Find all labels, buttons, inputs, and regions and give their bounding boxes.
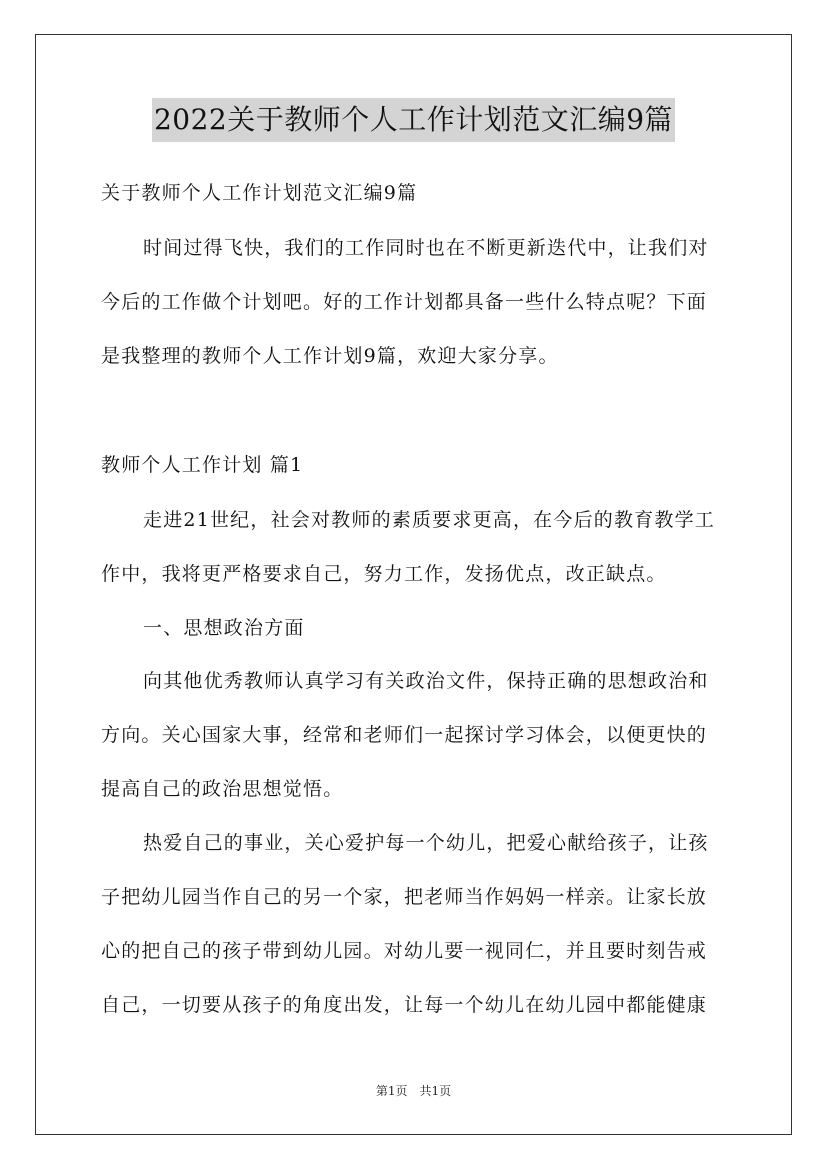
paragraph-line: 提高自己的政治思想觉悟。 bbox=[101, 778, 344, 800]
subheading: 一、思想政治方面 bbox=[143, 617, 305, 639]
document-subtitle: 关于教师个人工作计划范文汇编9篇 bbox=[101, 182, 418, 204]
document-title: 2022关于教师个人工作计划范文汇编9篇 bbox=[152, 98, 675, 142]
paragraph-line: 作中，我将更严格要求自己，努力工作，发扬优点，改正缺点。 bbox=[101, 563, 667, 585]
paragraph-line: 向其他优秀教师认真学习有关政治文件，保持正确的思想政治和 bbox=[143, 670, 709, 692]
paragraph-line: 方向。关心国家大事，经常和老师们一起探讨学习体会，以便更快的 bbox=[101, 724, 708, 746]
paragraph-line: 心的把自己的孩子带到幼儿园。对幼儿要一视同仁，并且要时刻告戒 bbox=[101, 940, 708, 962]
intro-line: 是我整理的教师个人工作计划9篇，欢迎大家分享。 bbox=[101, 345, 559, 367]
intro-line: 时间过得飞快，我们的工作同时也在不断更新迭代中，让我们对 bbox=[143, 237, 709, 259]
page-number: 第1页 共1页 bbox=[375, 1084, 452, 1098]
section-heading: 教师个人工作计划 篇1 bbox=[101, 454, 304, 476]
title-container bbox=[0, 98, 827, 142]
paragraph-line: 走进21世纪，社会对教师的素质要求更高，在今后的教育教学工 bbox=[143, 509, 715, 531]
paragraph-line: 自己，一切要从孩子的角度出发，让每一个幼儿在幼儿园中都能健康 bbox=[101, 994, 708, 1016]
paragraph-line: 热爱自己的事业，关心爱护每一个幼儿，把爱心献给孩子，让孩 bbox=[143, 832, 709, 854]
intro-line: 今后的工作做个计划吧。好的工作计划都具备一些什么特点呢？下面 bbox=[101, 291, 708, 313]
paragraph-line: 子把幼儿园当作自己的另一个家，把老师当作妈妈一样亲。让家长放 bbox=[101, 886, 708, 908]
